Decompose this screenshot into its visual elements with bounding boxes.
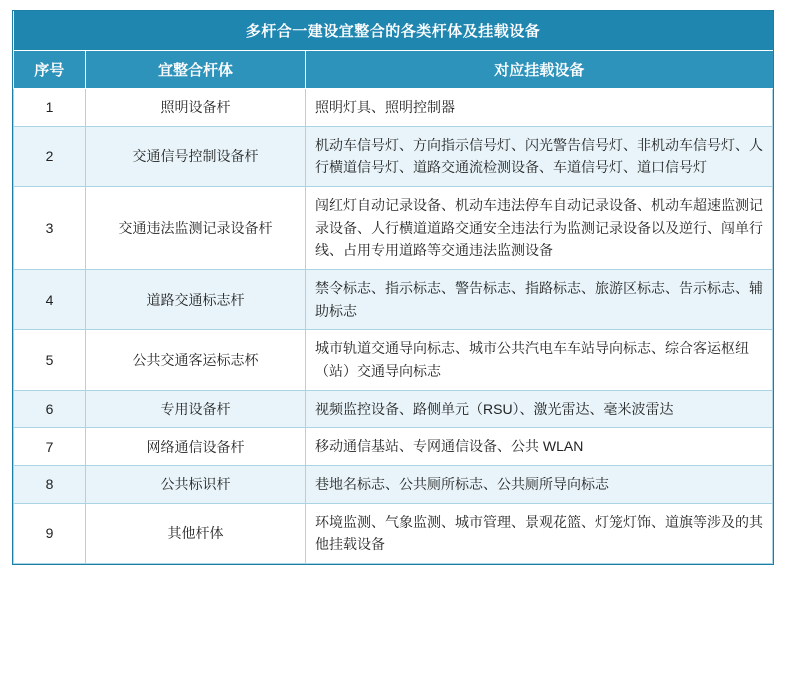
row-index: 3 xyxy=(14,187,86,270)
table xyxy=(13,11,773,564)
row-index: 2 xyxy=(14,126,86,186)
row-pole: 公共标识杆 xyxy=(86,466,306,504)
column-header-devices: 对应挂载设备 xyxy=(306,51,773,89)
row-index: 4 xyxy=(14,270,86,330)
row-devices: 城市轨道交通导向标志、城市公共汽电车车站导向标志、综合客运枢纽（站）交通导向标志 xyxy=(306,330,773,390)
table-row xyxy=(14,466,773,504)
row-devices: 闯红灯自动记录设备、机动车违法停车自动记录设备、机动车超速监测记录设备、人行横道道路交通安全违法行为监测记录设备以及逆行、闯单行线、占用专用道路等交通违法监测设备 xyxy=(306,187,773,270)
row-pole: 公共交通客运标志杯 xyxy=(86,330,306,390)
table-row xyxy=(14,187,773,270)
row-devices: 禁令标志、指示标志、警告标志、指路标志、旅游区标志、告示标志、辅助标志 xyxy=(306,270,773,330)
table-row xyxy=(14,126,773,186)
table-row xyxy=(14,270,773,330)
row-index: 1 xyxy=(14,89,86,127)
row-pole: 交通违法监测记录设备杆 xyxy=(86,187,306,270)
row-index: 6 xyxy=(14,390,86,428)
table-row xyxy=(14,390,773,428)
pole-integration-table xyxy=(12,10,774,565)
row-pole: 网络通信设备杆 xyxy=(86,428,306,466)
table-row xyxy=(14,428,773,466)
row-pole: 道路交通标志杆 xyxy=(86,270,306,330)
row-index: 9 xyxy=(14,503,86,563)
row-devices: 移动通信基站、专网通信设备、公共 WLAN xyxy=(306,428,773,466)
column-header-index: 序号 xyxy=(14,51,86,89)
table-row xyxy=(14,330,773,390)
row-devices: 巷地名标志、公共厕所标志、公共厕所导向标志 xyxy=(306,466,773,504)
row-pole: 专用设备杆 xyxy=(86,390,306,428)
row-devices: 环境监测、气象监测、城市管理、景观花篮、灯笼灯饰、道旗等涉及的其他挂载设备 xyxy=(306,503,773,563)
page-title: 多杆合一建设宜整合的各类杆体及挂载设备 xyxy=(14,11,773,51)
table-header-row xyxy=(14,51,773,89)
table-row xyxy=(14,89,773,127)
row-pole: 照明设备杆 xyxy=(86,89,306,127)
row-index: 5 xyxy=(14,330,86,390)
row-index: 7 xyxy=(14,428,86,466)
table-row xyxy=(14,503,773,563)
row-index: 8 xyxy=(14,466,86,504)
row-devices: 视频监控设备、路侧单元（RSU）、激光雷达、毫米波雷达 xyxy=(306,390,773,428)
row-devices: 机动车信号灯、方向指示信号灯、闪光警告信号灯、非机动车信号灯、人行横道信号灯、道路交通流检测设备、车道信号灯、道口信号灯 xyxy=(306,126,773,186)
row-devices: 照明灯具、照明控制器 xyxy=(306,89,773,127)
table-title-row xyxy=(14,11,773,51)
row-pole: 交通信号控制设备杆 xyxy=(86,126,306,186)
row-pole: 其他杆体 xyxy=(86,503,306,563)
column-header-pole: 宜整合杆体 xyxy=(86,51,306,89)
